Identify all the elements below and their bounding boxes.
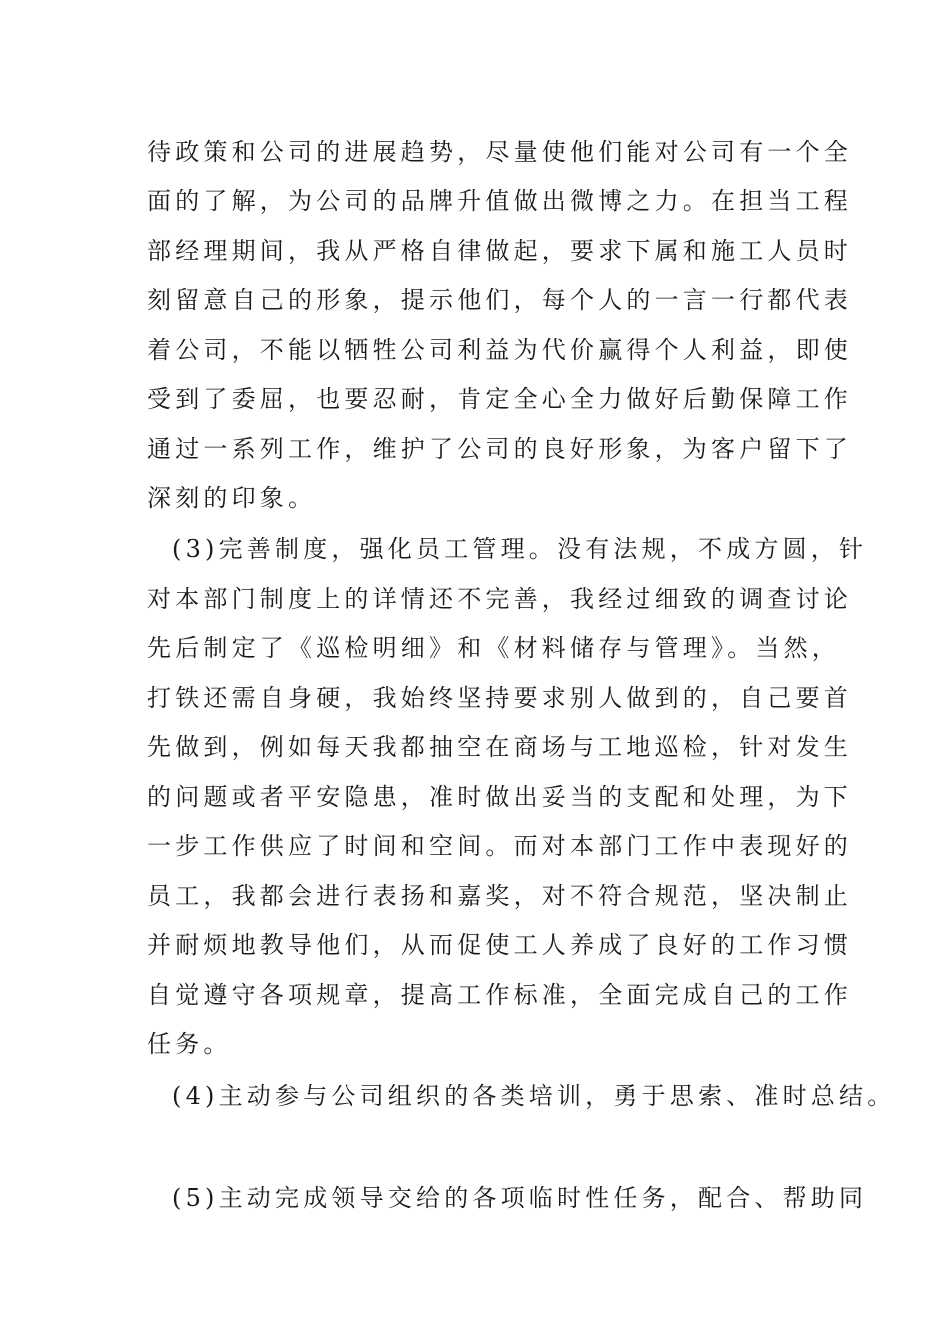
text-line: 自觉遵守各项规章，提高工作标准，全面完成自己的工作 [147, 981, 852, 1009]
text-line: 先做到，例如每天我都抽空在商场与工地巡检，针对发生 [147, 733, 852, 761]
text-line: 打铁还需自身硬，我始终坚持要求别人做到的，自己要首 [147, 684, 852, 712]
text-line: 面的了解，为公司的品牌升值做出微博之力。在担当工程 [147, 187, 852, 215]
text-line: 先后制定了《巡检明细》和《材料储存与管理》。当然， [147, 634, 840, 662]
text-line: 对本部门制度上的详情还不完善，我经过细致的调查讨论 [147, 585, 852, 613]
text-line: 的问题或者平安隐患，准时做出妥当的支配和处理，为下 [147, 783, 852, 811]
text-line: (3)完善制度，强化员工管理。没有法规，不成方圆，针 [172, 535, 868, 563]
text-line: 部经理期间，我从严格自律做起，要求下属和施工人员时 [147, 237, 852, 265]
text-line: 任务。 [147, 1030, 232, 1058]
text-line: 待政策和公司的进展趋势，尽量使他们能对公司有一个全 [147, 138, 852, 166]
text-line: 着公司，不能以牺牲公司利益为代价赢得个人利益，即使 [147, 336, 852, 364]
text-line: 并耐烦地教导他们，从而促使工人养成了良好的工作习惯 [147, 931, 852, 959]
text-line: 一步工作供应了时间和空间。而对本部门工作中表现好的 [147, 832, 852, 860]
text-line: 员工，我都会进行表扬和嘉奖，对不符合规范，坚决制止 [147, 882, 852, 910]
text-line: 受到了委屈，也要忍耐，肯定全心全力做好后勤保障工作 [147, 385, 852, 413]
text-line: (5)主动完成领导交给的各项临时性任务，配合、帮助同 [172, 1184, 868, 1212]
text-line: 刻留意自己的形象，提示他们，每个人的一言一行都代表 [147, 286, 852, 314]
text-line: 通过一系列工作，维护了公司的良好形象，为客户留下了 [147, 435, 852, 463]
text-line: 深刻的印象。 [147, 484, 317, 512]
text-line: (4)主动参与公司组织的各类培训，勇于思索、准时总结。 [172, 1082, 896, 1110]
